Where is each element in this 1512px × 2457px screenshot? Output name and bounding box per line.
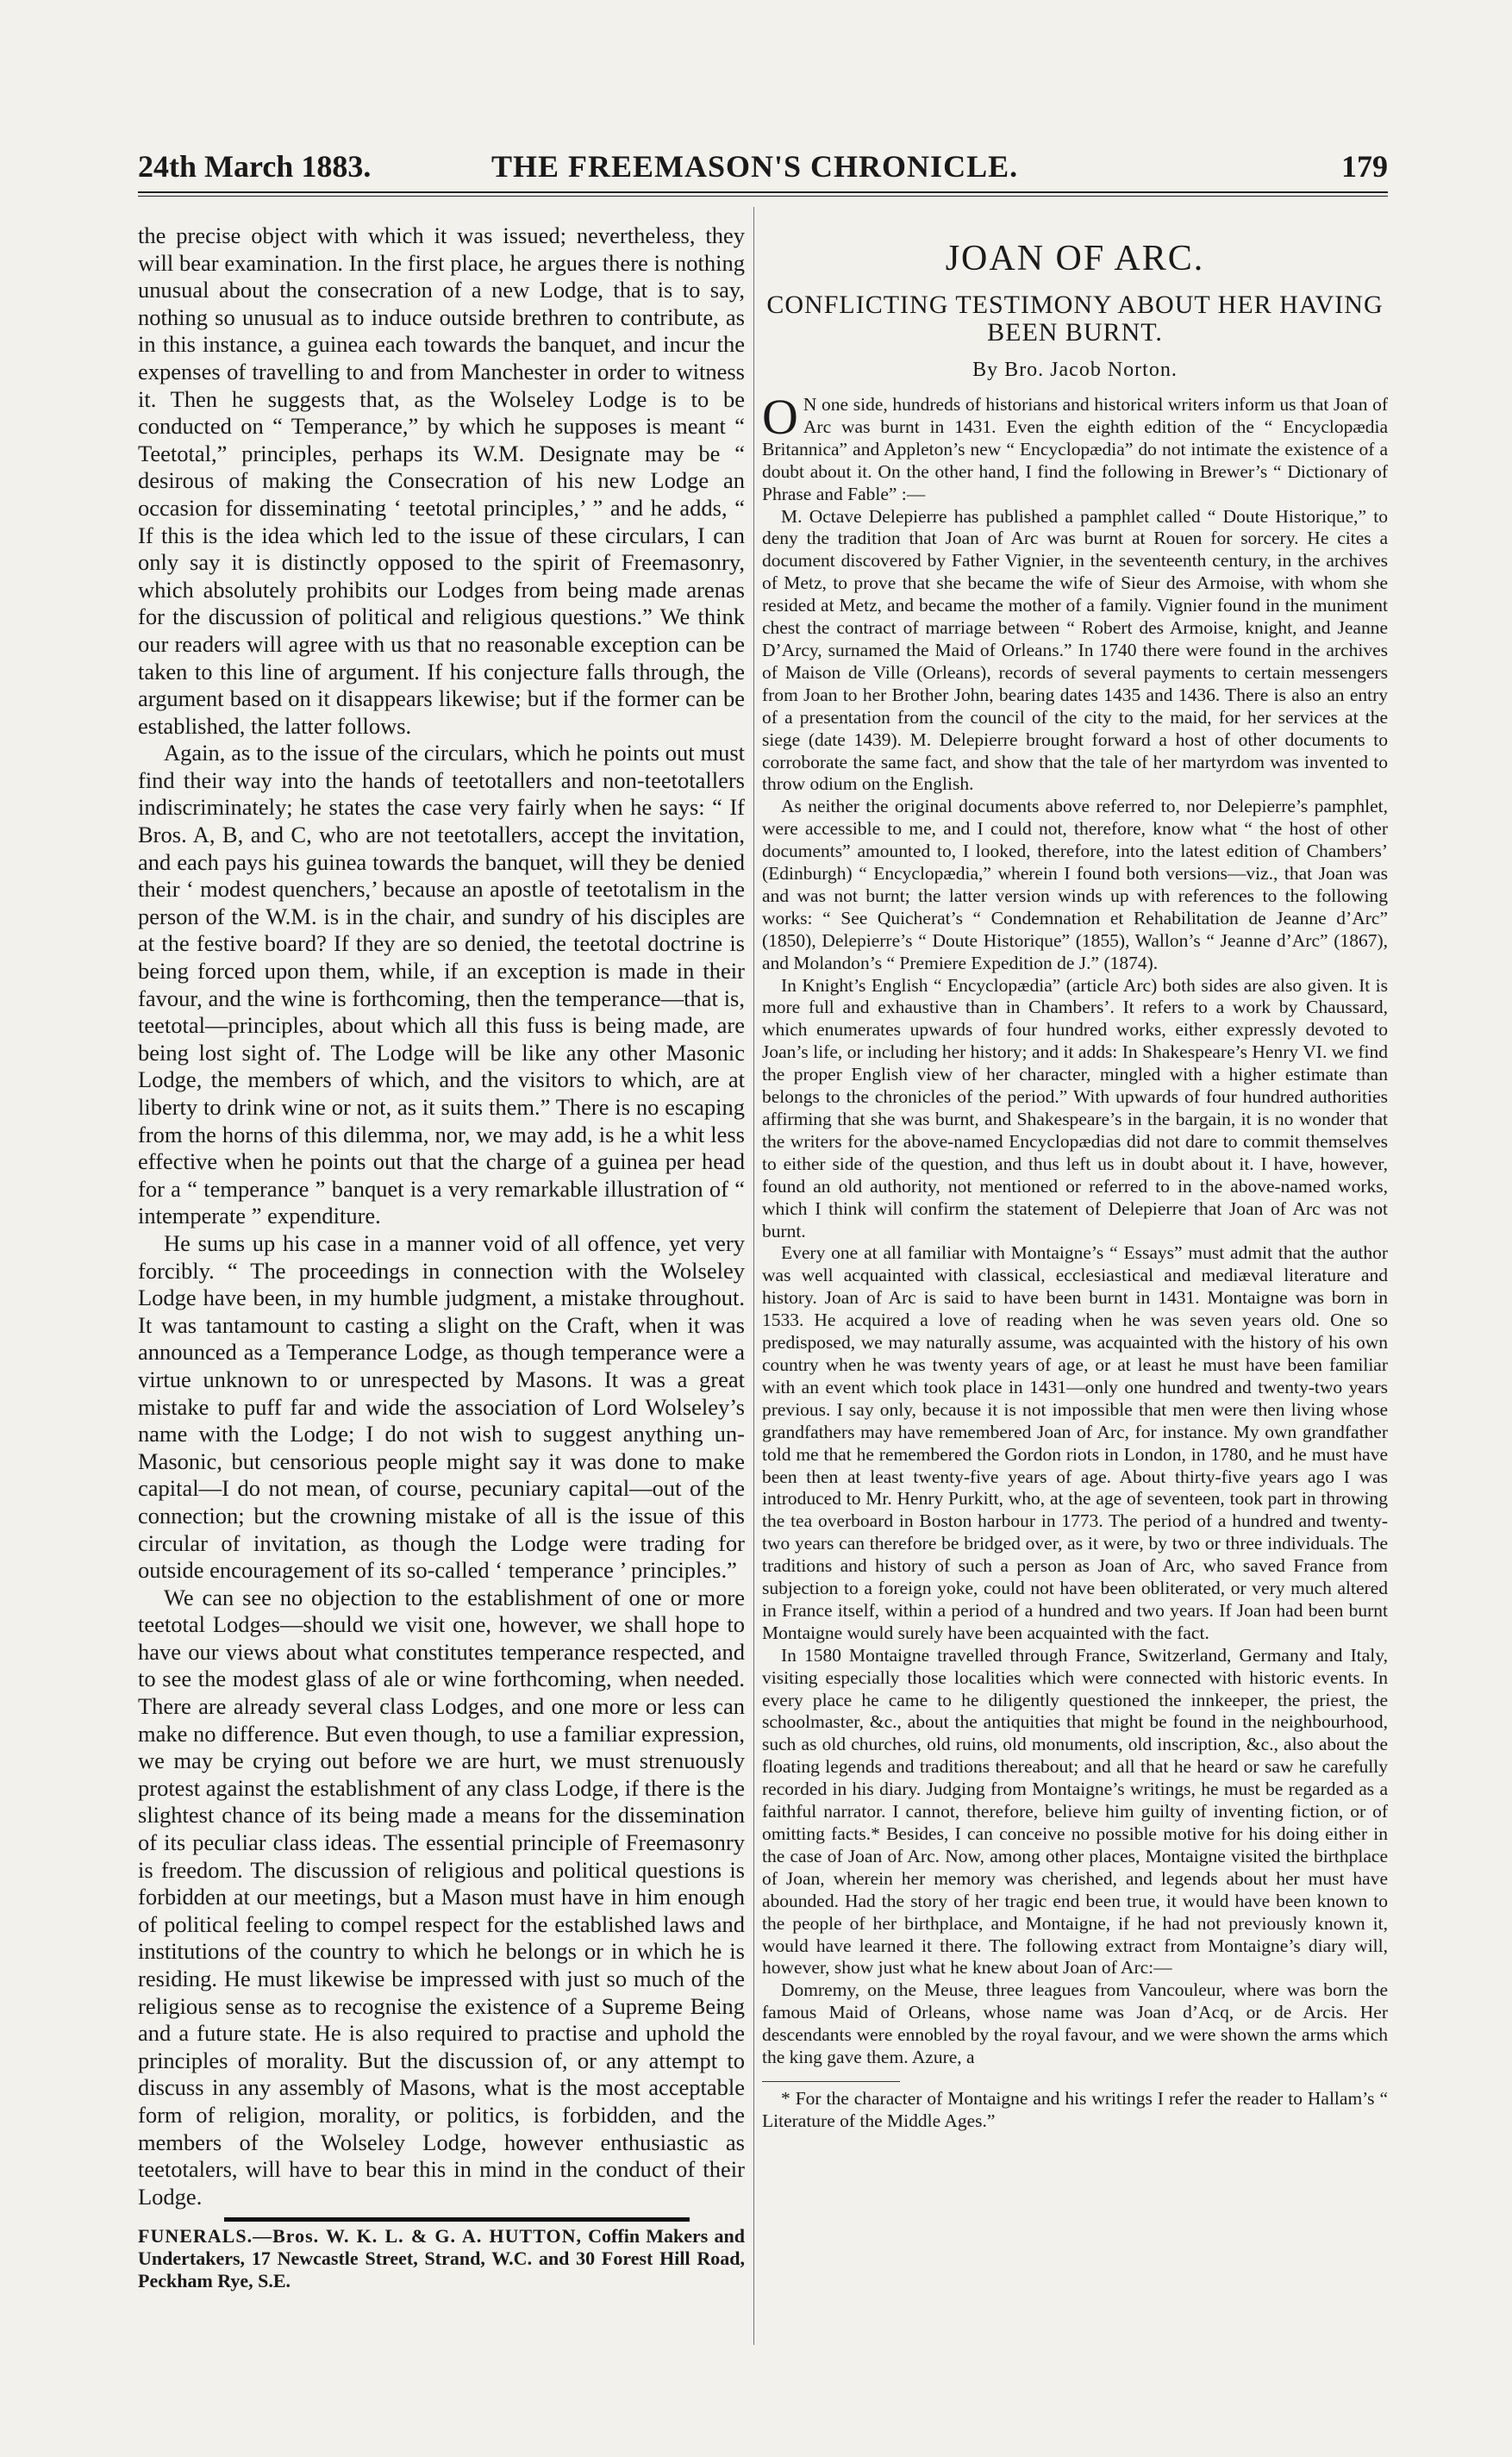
article-subtitle: CONFLICTING TESTIMONY ABOUT HER HAVING BEEN BURNT. (766, 291, 1384, 347)
left-paragraph: He sums up his case in a manner void of all offence, yet very forcibly. “ The proceedings in connection with the Wolseley Lodge have been, in my humble judgment, a mistake throughout. It was tantamount to casting a slight on the Craft, when it was announced as a Temperance Lodge, as though temperance were a virtue unknown to or unrespected by Masons. It was a great mistake to puff far and wide the association of Lord Wolseley’s name with the Lodge; I do not wish to suggest anything un-Masonic, but censorious people might say it was done to make capital—I do not mean, of course, pecuniary capital—out of the connection; but the crowning mistake of all is the issue of this circular of invitation, as though the Lodge were trading for outside encouragement of its so-called ‘ temperance ’ principles.” (138, 1229, 745, 1584)
article-paragraph: In 1580 Montaigne travelled through France, Switzerland, Germany and Italy, visiting especially those localities which were connected with historic events. In every place he came to he diligently questioned the innkeeper, the priest, the schoolmaster, &c., about the antiquities that might be found in the neighbourhood, such as old churches, old ruins, old monuments, old inscription, &c., also about the floating legends and traditions thereabout; and all that he heard or saw he carefully recorded in his diary. Judging from Montaigne’s writings, he must be regarded as a faithful narrator. I cannot, therefore, believe him guilty of inventing fiction, or of omitting facts.* Besides, I can conceive no possible motive for his doing either in the case of Joan of Arc. Now, among other places, Montaigne visited the birthplace of Joan, wherein her memory was cherished, and legends about her must have abounded. Had the story of her tragic end been true, it would have been known to the people of her birthplace, and Montaigne, if he had not previously known it, would have learned it there. The following extract from Montaigne’s diary will, however, show just what he knew about Joan of Arc:— (762, 1644, 1388, 1979)
article-paragraph: M. Octave Delepierre has published a pamphlet called “ Doute Historique,” to deny the tradition that Joan of Arc was burnt at Rouen for sorcery. He cites a document discovered by Father Vignier, in the seventeenth century, in the archives of Metz, to prove that she became the wife of Sieur des Armoise, with whom she resided at Metz, and became the mother of a family. Vignier found in the muniment chest the contract of marriage between “ Robert des Armoise, knight, and Jeanne D’Arcy, surnamed the Maid of Orleans.” In 1740 there were found in the archives of Maison de Ville (Orleans), records of several payments to certain messengers from Joan to her Brother John, bearing dates 1435 and 1436. There is also an entry of a presentation from the council of the city to the maid, for her services at the siege (date 1439). M. Delepierre brought forward a host of other documents to corroborate the same fact, and show that the tale of her martyrdom was invented to throw odium on the English. (762, 505, 1388, 795)
article-byline: By Bro. Jacob Norton. (972, 359, 1178, 381)
funerals-lead: FUNERALS.—Bros. W. K. L. & G. A. HUTTON, (138, 2225, 582, 2248)
article-paragraph: In Knight’s English “ Encyclopædia” (article Arc) both sides are also given. It is more full and exhaustive than in Chambers’. It refers to a work by Chaussard, which enumerates upwards of four hundred works, either expressly devoted to Joan’s life, or including her history; and it adds: In Shakespeare’s Henry VI. we find the proper English view of her character, mingled with a higher estimate than belongs to the chronicles of the period.” With upwards of four hundred authorities affirming that she was burnt, and Shakespeare’s in the bargain, it is no wonder that the writers for the above-named Encyclopædias did not dare to commit themselves to either side of the question, and thus left us in doubt about it. I have, however, found an old authority, not mentioned or referred to in the above-named works, which I think will confirm the statement of Delepierre that Joan of Arc was not burnt. (762, 974, 1388, 1241)
right-column (762, 222, 1388, 2343)
article-lead-text: N one side, hundreds of historians and historical writers inform us that Joan of Arc was burnt in 1431. Even the eighth edition of the “ Encyclopædia Britannica” and Appleton’s new “ Encyclopædia” do not intimate the existence of a doubt about it. On the other hand, I find the following in Brewer’s “ Dictionary of Phrase and Fable” :— (762, 394, 1388, 504)
page-number: 179 (1341, 149, 1388, 184)
issue-date: 24th March 1883. (138, 149, 372, 184)
left-paragraph: Again, as to the issue of the circulars, which he points out must find their way into the hands of teetotallers and non-teetotallers indiscriminately; he states the case very fairly when he says: “ If Bros. A, B, and C, who are not teetotallers, accept the invitation, and each pays his guinea towards the banquet, will they be denied their ‘ modest quenchers,’ because an apostle of teetotalism in the person of the W.M. is in the chair, and sundry of his disciples are at the festive board? If they are so denied, the teetotal doctrine is being forced upon them, while, if an exception is made in their favour, and the wine is forthcoming, then the temperance—that is, teetotal—principles, about which all this fuss is being made, are being lost sight of. The Lodge will be like any other Masonic Lodge, the members of which, and the visitors to which, are at liberty to drink wine or not, as it suits them.” There is no escaping from the horns of this dilemma, nor, we may add, is he a whit less effective when he points out that the charge of a guinea per head for a “ temperance ” banquet is a very remarkable illustration of “ intemperate ” expenditure. (138, 740, 745, 1229)
left-column (138, 222, 745, 2343)
section-separator (224, 2217, 690, 2222)
article-paragraph: Domremy, on the Meuse, three leagues from Vancouleur, where was born the famous Maid of Orleans, whose name was Joan d’Acq, or de Arcis. Her descendants were ennobled by the royal favour, and we were shown the arms which the king gave them. Azure, a (762, 1979, 1388, 2068)
footnote-rule (762, 2081, 900, 2082)
footnote: * For the character of Montaigne and his writings I refer the reader to Hallam’s “ Literature of the Middle Ages.” (762, 2087, 1388, 2131)
drop-cap: O (762, 389, 798, 445)
column-divider (753, 207, 754, 2345)
article-paragraph: As neither the original documents above referred to, nor Delepierre’s pamphlet, were accessible to me, and I could not, therefore, know what “ the host of other documents” amounted to, I looked, therefore, into the latest edition of Chambers’ (Edinburgh) “ Encyclopædia,” wherein I found both versions—viz., that Joan was and was not burnt; the latter version winds up with references to the following works: “ See Quicherat’s “ Condemnation et Rehabilitation de Jeanne d’Arc” (1850), Delepierre’s “ Doute Historique” (1855), Wallon’s “ Jeanne d’Arc” (1867), and Molandon’s “ Premiere Expedition de J.” (1874). (762, 796, 1388, 973)
article-body (762, 389, 1388, 2132)
funerals-text: Coffin Makers and Undertakers, 17 Newcastle Street, Strand, W.C. and 30 Forest Hill Road, Peckham Rye, S.E. (138, 2225, 745, 2292)
article-title: JOAN OF ARC. (945, 239, 1205, 278)
article-paragraph (762, 389, 1388, 506)
left-paragraph: We can see no objection to the establishment of one or more teetotal Lodges—should we visit one, however, we shall hope to have our views about what constitutes temperance respected, and to see the modest glass of ale or wine forthcoming, when needed. There are already several class Lodges, and one more or less can make no difference. But even though, to use a familiar expression, we may be crying out before we are hurt, we must strenuously protest against the establishment of any class Lodge, if there is the slightest chance of its being made a means for the dissemination of its peculiar class ideas. The essential principle of Freemasonry is freedom. The discussion of religious and political questions is forbidden at our meetings, but a Mason must have in him enough of political feeling to compel respect for the established laws and institutions of the country to which he belongs or in which he is residing. He must likewise be impressed with just so much of the religious sense as to recognise the existence of a Supreme Being and a future state. He is also required to practise and uphold the principles of morality. But the discussion of, or any attempt to discuss in any assembly of Masons, what is the most acceptable form of religion, morality, or politics, is forbidden, and the members of the Wolseley Lodge, however enthusiastic as teetotalers, will have to bear this in mind in the conduct of their Lodge. (138, 1584, 745, 2210)
header-rule (138, 191, 1388, 193)
header-rule-thin (138, 196, 1388, 197)
page-header (138, 148, 1388, 191)
masthead-title: THE FREEMASON'S CHRONICLE. (491, 149, 1019, 184)
left-paragraph: the precise object with which it was issued; nevertheless, they will bear examination. In the first place, he argues there is nothing unusual about the consecration of a new Lodge, that is to say, nothing so unusual as to induce outside brethren to contribute, as in this instance, a guinea each towards the banquet, and incur the expenses of travelling to and from Manchester in order to witness it. Then he suggests that, as the Wolseley Lodge is to be conducted on “ Temperance,” by which he supposes is meant “ Teetotal,” principles, perhaps its W.M. Designate may be “ desirous of making the Consecration of his new Lodge an occasion for disseminating ‘ teetotal principles,’ ” and he adds, “ If this is the idea which led to the issue of these circulars, I can only say it is distinctly opposed to the spirit of Freemasonry, which absolutely prohibits our Lodges from being made arenas for the discussion of political and religious questions.” We think our readers will agree with us that no reasonable exception can be taken to this line of argument. If his conjecture falls through, the argument based on it disappears likewise; but if the former can be established, the latter follows. (138, 222, 745, 739)
funerals-notice (138, 2225, 745, 2292)
article-paragraph: Every one at all familiar with Montaigne’s “ Essays” must admit that the author was well acquainted with classical, ecclesiastical and mediæval literature and history. Joan of Arc is said to have been burnt in 1431. Montaigne was born in 1533. He acquired a love of reading when he was seven years old. One so predisposed, we may naturally assume, was acquainted with the history of his own country when he was twenty years of age, or at least he must have been familiar with an event which took place in 1431—only one hundred and twenty-two years previous. I say only, because it is not impossible that men were then living whose grandfathers may have remembered Joan of Arc, for instance. My own grandfather told me that he remembered the Gordon riots in London, in 1780, and he must have been then at least twenty-five years of age. About thirty-five years ago I was introduced to Mr. Henry Purkitt, who, at the age of seventeen, took part in throwing the tea overboard in Boston harbour in 1773. The period of a hundred and twenty-two years can therefore be bridged over, as it were, by two or three individuals. The traditions and history of such a person as Joan of Arc, who saved France from subjection to a foreign yoke, could not have been obliterated, or very much altered in France itself, within a period of a hundred and two years. If Joan had been burnt Montaigne would surely have been acquainted with the fact. (762, 1242, 1388, 1643)
